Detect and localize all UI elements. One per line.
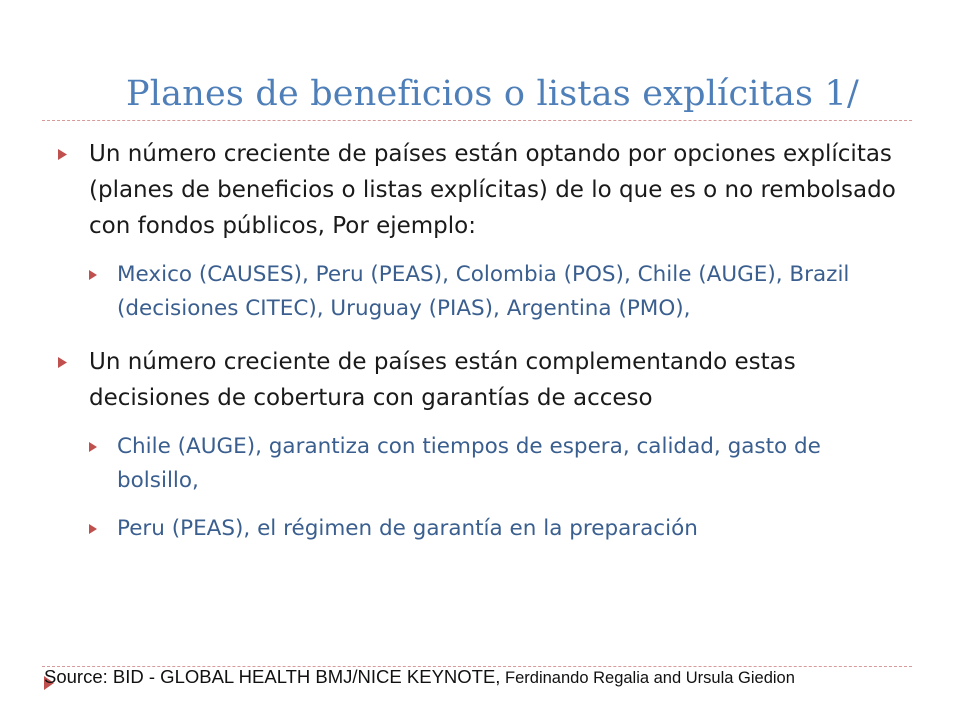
- triangle-right-icon: [58, 357, 67, 368]
- source-citation: [44, 664, 904, 691]
- bullet-2-sub-2-text: Peru (PEAS), el régimen de garantía en la preparación: [117, 516, 698, 541]
- slide-content: [56, 136, 906, 546]
- bullet-1-sub-1: [56, 258, 897, 326]
- bullet-1-text: Un número creciente de países están optando por opciones explícitas (planes de beneficios o listas explícitas) de lo que es o no rembolsado con fondos públicos, Por ejemplo:: [89, 141, 896, 239]
- triangle-right-icon: [58, 149, 67, 160]
- bullet-1-sub-1-text: Mexico (CAUSES), Peru (PEAS), Colombia (POS), Chile (AUGE), Brazil (decisiones CITEC), Uruguay (PIAS), Argentina (PMO),: [117, 262, 850, 321]
- bullet-2: [56, 344, 909, 416]
- source-authors: Ferdinando Regalia and Ursula Giedion: [500, 669, 795, 687]
- bullet-2-text: Un número creciente de países están complementando estas decisiones de cobertura con garantías de acceso: [89, 349, 796, 411]
- bullet-1: [56, 136, 909, 244]
- bullet-2-sub-1: [56, 430, 897, 498]
- triangle-right-icon: [89, 270, 97, 280]
- bullet-2-sub-1-text: Chile (AUGE), garantiza con tiempos de espera, calidad, gasto de bolsillo,: [117, 434, 821, 493]
- triangle-right-icon: [89, 524, 97, 534]
- slide-title: Planes de beneficios o listas explícitas 1/: [126, 74, 859, 114]
- bullet-2-sub-2: [56, 512, 897, 546]
- triangle-right-icon: [89, 442, 97, 452]
- title-divider: [42, 120, 912, 121]
- source-main: Source: BID - GLOBAL HEALTH BMJ/NICE KEYNOTE,: [44, 666, 501, 687]
